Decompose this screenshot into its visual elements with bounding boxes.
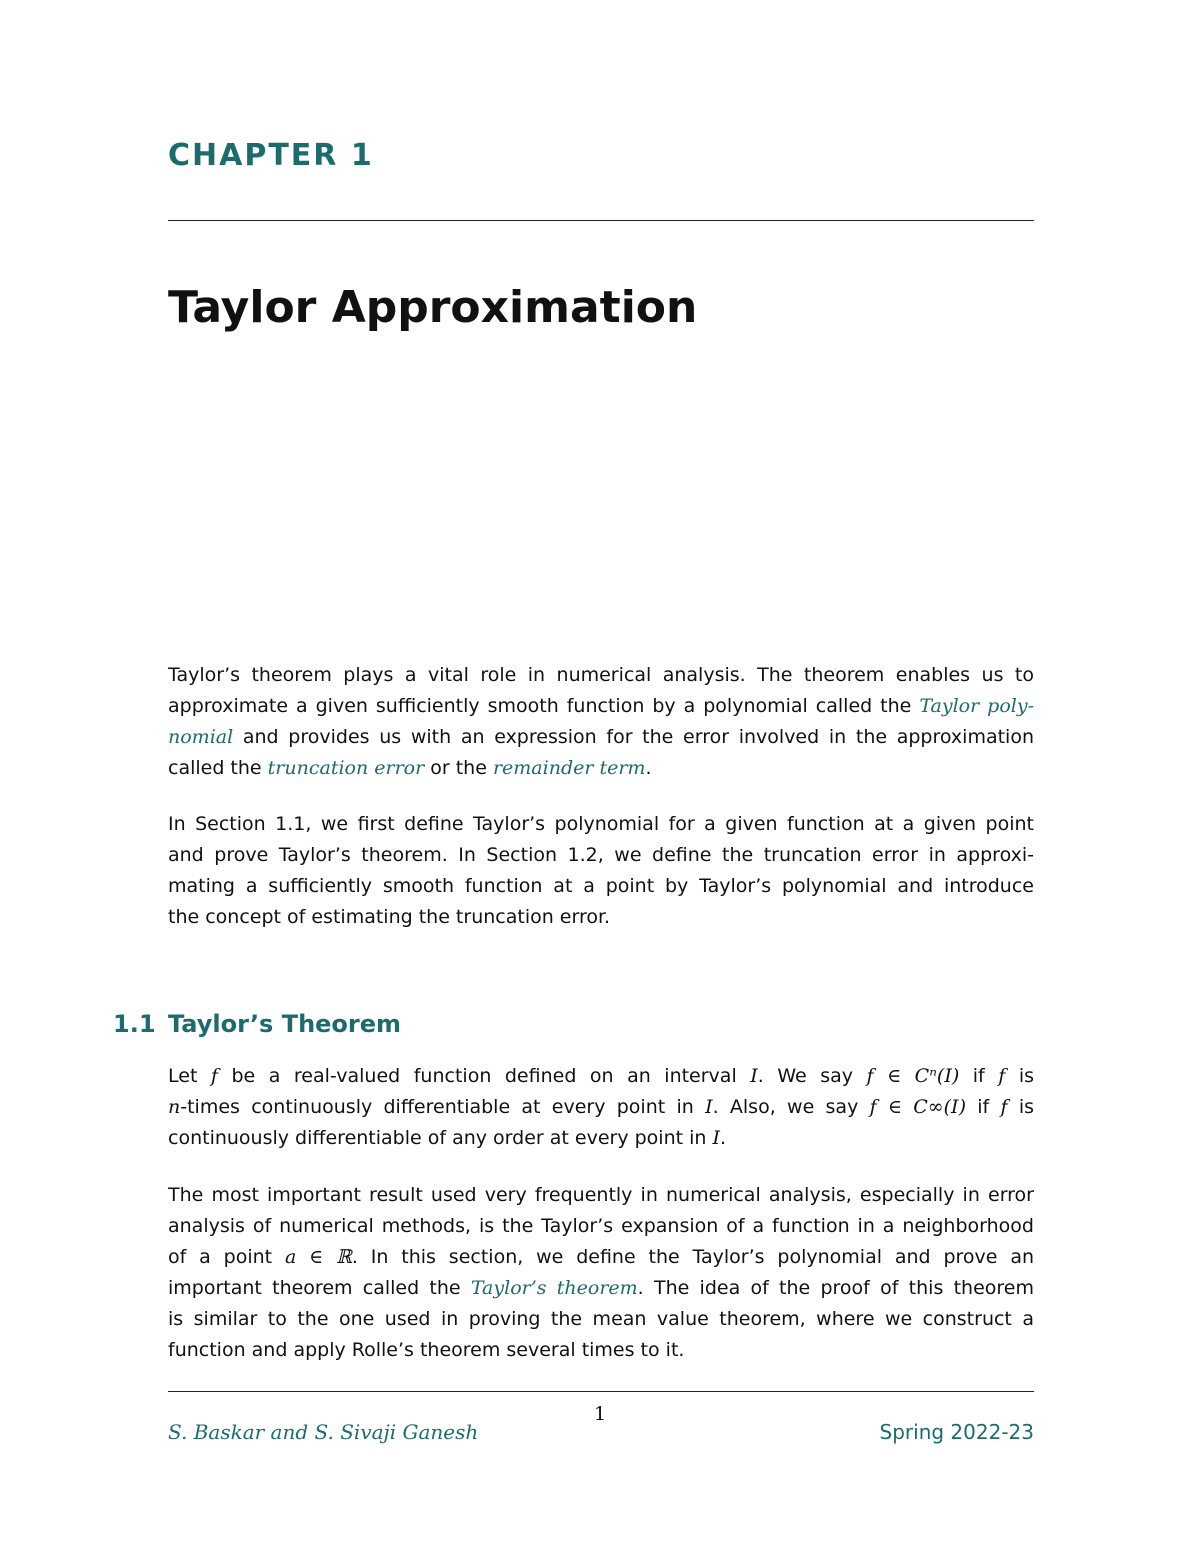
math-symbol: f — [210, 1065, 218, 1087]
math-symbol: I — [712, 1127, 720, 1149]
emphasized-term: truncation error — [267, 757, 425, 779]
section-title: Taylor’s Theorem — [168, 1010, 402, 1038]
math-expression: ∈ Cⁿ( — [873, 1065, 945, 1087]
page-number: 1 — [593, 1403, 607, 1425]
text: . — [645, 757, 652, 779]
chapter-title: Taylor Approximation — [168, 282, 698, 333]
paragraph-line: and prove Taylor’s theorem. In Section 1.2, we define the truncation error in approxi- — [168, 844, 1034, 866]
math-symbol: I — [944, 1065, 952, 1087]
text: . The idea of the proof of this theorem — [637, 1277, 1034, 1299]
paragraph-line: analysis of numerical methods, is the Taylor’s expansion of a function in a neighborhood — [168, 1215, 1034, 1237]
text: . — [719, 1127, 727, 1149]
math-symbol: I — [951, 1096, 959, 1118]
math-symbol: I — [705, 1096, 713, 1118]
text: or the — [424, 757, 493, 779]
paragraph-line — [168, 722, 1034, 753]
paragraph-line — [168, 691, 1034, 722]
overview-paragraph — [168, 809, 1034, 933]
emphasized-term: remainder term — [492, 757, 646, 779]
text: important theorem called the — [168, 1277, 471, 1299]
footer-divider — [168, 1391, 1034, 1392]
main-paragraph — [168, 1180, 1034, 1366]
paragraph-line — [168, 1092, 1034, 1123]
paragraph-line — [168, 1273, 1034, 1304]
footer-authors: S. Baskar and S. Sivaji Ganesh — [168, 1420, 479, 1444]
math-symbol: f — [998, 1065, 1006, 1087]
text: be a real-valued function defined on an interval — [217, 1065, 751, 1087]
text: . We say — [757, 1065, 867, 1087]
section-heading — [113, 1010, 401, 1038]
text: -times continuously differentiable at every point in — [180, 1096, 706, 1118]
text: . Also, we say — [712, 1096, 870, 1118]
math-expression: a ∈ ℝ — [284, 1246, 352, 1268]
math-symbol: f — [869, 1096, 877, 1118]
emphasized-term: nomial — [168, 726, 234, 748]
text: if — [965, 1096, 1001, 1118]
paragraph-line: the concept of estimating the truncation error. — [168, 906, 611, 928]
paragraph-line: is similar to the one used in proving the mean value theorem, where we construct a — [168, 1308, 1034, 1330]
intro-paragraph — [168, 660, 1034, 784]
paragraph-line: The most important result used very frequently in numerical analysis, especially in error — [168, 1184, 1034, 1206]
text: called the — [168, 757, 268, 779]
text: if — [959, 1065, 999, 1087]
math-expression: ) — [958, 1096, 966, 1118]
math-symbol: f — [866, 1065, 874, 1087]
paragraph-line: function and apply Rolle’s theorem several times to it. — [168, 1339, 685, 1361]
footer-term: Spring 2022-23 — [879, 1420, 1034, 1444]
paragraph-line — [168, 1242, 1034, 1273]
text: approximate a given sufficiently smooth function by a polynomial called the — [168, 695, 920, 717]
paragraph-line: mating a sufficiently smooth function at a point by Taylor’s polynomial and introduce — [168, 875, 1034, 897]
text: of a point — [168, 1246, 285, 1268]
math-expression: ) — [951, 1065, 960, 1087]
definition-paragraph — [168, 1061, 1034, 1154]
paragraph-line: In Section 1.1, we first define Taylor’s polynomial for a given function at a given point — [168, 813, 1034, 835]
text: . In this section, we define the Taylor’s polynomial and prove an — [351, 1246, 1035, 1268]
text: Let — [168, 1065, 211, 1087]
chapter-divider — [168, 220, 1034, 221]
paragraph-line — [168, 1123, 1034, 1154]
paragraph-line — [168, 1061, 1034, 1092]
math-symbol: n — [168, 1096, 181, 1118]
chapter-label: CHAPTER 1 — [168, 138, 374, 173]
emphasized-term: Taylor’s theorem — [470, 1277, 638, 1299]
math-expression: ∈ C∞( — [876, 1096, 952, 1118]
text: is — [1007, 1096, 1035, 1118]
text: continuously differentiable of any order at every point in — [168, 1127, 713, 1149]
math-symbol: f — [1000, 1096, 1008, 1118]
math-symbol: I — [750, 1065, 758, 1087]
paragraph-line — [168, 753, 1034, 784]
text: and provides us with an expression for the error involved in the approximation — [233, 726, 1034, 748]
emphasized-term: Taylor poly- — [919, 695, 1034, 717]
text: is — [1005, 1065, 1035, 1087]
paragraph-line: Taylor’s theorem plays a vital role in numerical analysis. The theorem enables us to — [168, 664, 1034, 686]
section-number: 1.1 — [113, 1010, 156, 1038]
